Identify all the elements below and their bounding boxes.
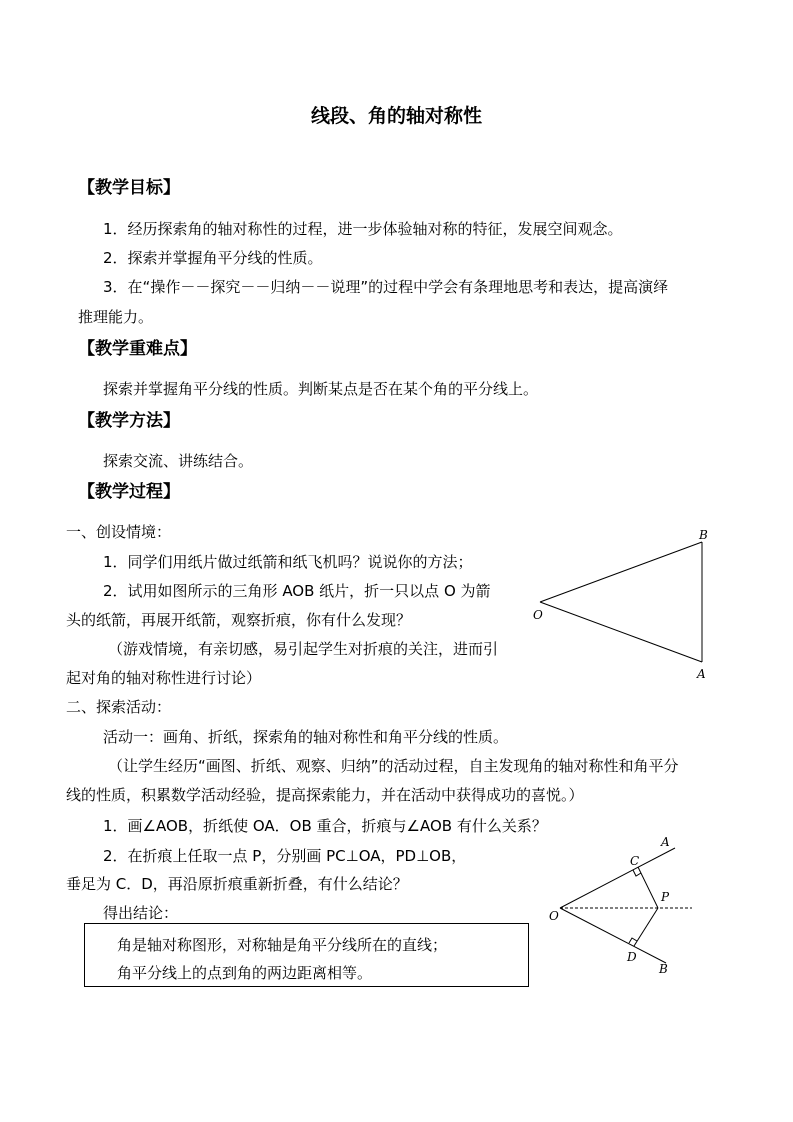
- method-text: 探索交流、讲练结合。: [103, 452, 254, 470]
- objective-2: 2．探索并掌握角平分线的性质。: [103, 249, 323, 267]
- label-b: B: [699, 528, 708, 542]
- part1-line-1: 1．同学们用纸片做过纸箭和纸飞机吗？说说你的方法；: [103, 553, 473, 571]
- question-2-cont: 垂足为 C．D，再沿原折痕重新折叠，有什么结论？: [66, 875, 408, 893]
- label-b2: B: [659, 962, 668, 976]
- conclusion-1: 角是轴对称图形，对称轴是角平分线所在的直线；: [117, 936, 448, 954]
- part1-line-4: （游戏情境，有亲切感，易引起学生对折痕的关注，进而引: [108, 640, 499, 658]
- segment-ob: [540, 542, 702, 602]
- label-p: P: [661, 890, 670, 904]
- triangle-figure: [530, 520, 730, 685]
- label-a: A: [697, 667, 706, 681]
- label-o2: O: [549, 909, 559, 923]
- label-o: O: [533, 608, 543, 622]
- key-points-text: 探索并掌握角平分线的性质。判断某点是否在某个角的平分线上。: [103, 380, 539, 398]
- part2-title: 二、探索活动：: [66, 698, 172, 716]
- ray-oa: [560, 848, 675, 908]
- page-title: 线段、角的轴对称性: [310, 105, 482, 127]
- conclusion-label: 得出结论：: [103, 904, 179, 922]
- label-d: D: [627, 950, 637, 964]
- objective-3: 3．在“操作－－探究－－归纳－－说理”的过程中学会有条理地思考和表达，提高演绎: [103, 278, 669, 296]
- segment-oa: [540, 602, 702, 662]
- ray-ob: [560, 908, 666, 963]
- label-a2: A: [661, 835, 670, 849]
- heading-method: 【教学方法】: [78, 411, 180, 431]
- heading-process: 【教学过程】: [78, 482, 180, 502]
- angle-bisector-figure: [530, 830, 705, 980]
- question-1: 1．画∠AOB，折纸使 OA．OB 重合，折痕与∠AOB 有什么关系？: [103, 817, 547, 835]
- part1-line-3: 头的纸箭，再展开纸箭，观察折痕，你有什么发现？: [66, 611, 412, 629]
- label-c: C: [630, 854, 640, 868]
- question-2: 2．在折痕上任取一点 P，分别画 PC⊥OA，PD⊥OB，: [103, 847, 467, 865]
- activity-1: 活动一：画角、折纸，探索角的轴对称性和角平分线的性质。: [103, 728, 509, 746]
- heading-objectives: 【教学目标】: [78, 178, 180, 198]
- objective-1: 1．经历探索角的轴对称性的过程，进一步体验轴对称的特征，发展空间观念。: [103, 220, 623, 238]
- heading-key-points: 【教学重难点】: [78, 339, 197, 359]
- activity-note-1: （让学生经历“画图、折纸、观察、归纳”的活动过程，自主发现角的轴对称性和角平分: [108, 757, 679, 775]
- part1-title: 一、创设情境：: [66, 523, 172, 541]
- activity-note-2: 线的性质，积累数学活动经验，提高探索能力，并在活动中获得成功的喜悦。）: [66, 786, 584, 804]
- part1-line-2: 2．试用如图所示的三角形 AOB 纸片，折一只以点 O 为箭: [103, 582, 491, 600]
- conclusion-2: 角平分线上的点到角的两边距离相等。: [117, 964, 373, 982]
- segment-pd: [634, 908, 658, 946]
- part1-line-5: 起对角的轴对称性进行讨论）: [66, 669, 262, 687]
- objective-3-cont: 推理能力。: [78, 308, 154, 326]
